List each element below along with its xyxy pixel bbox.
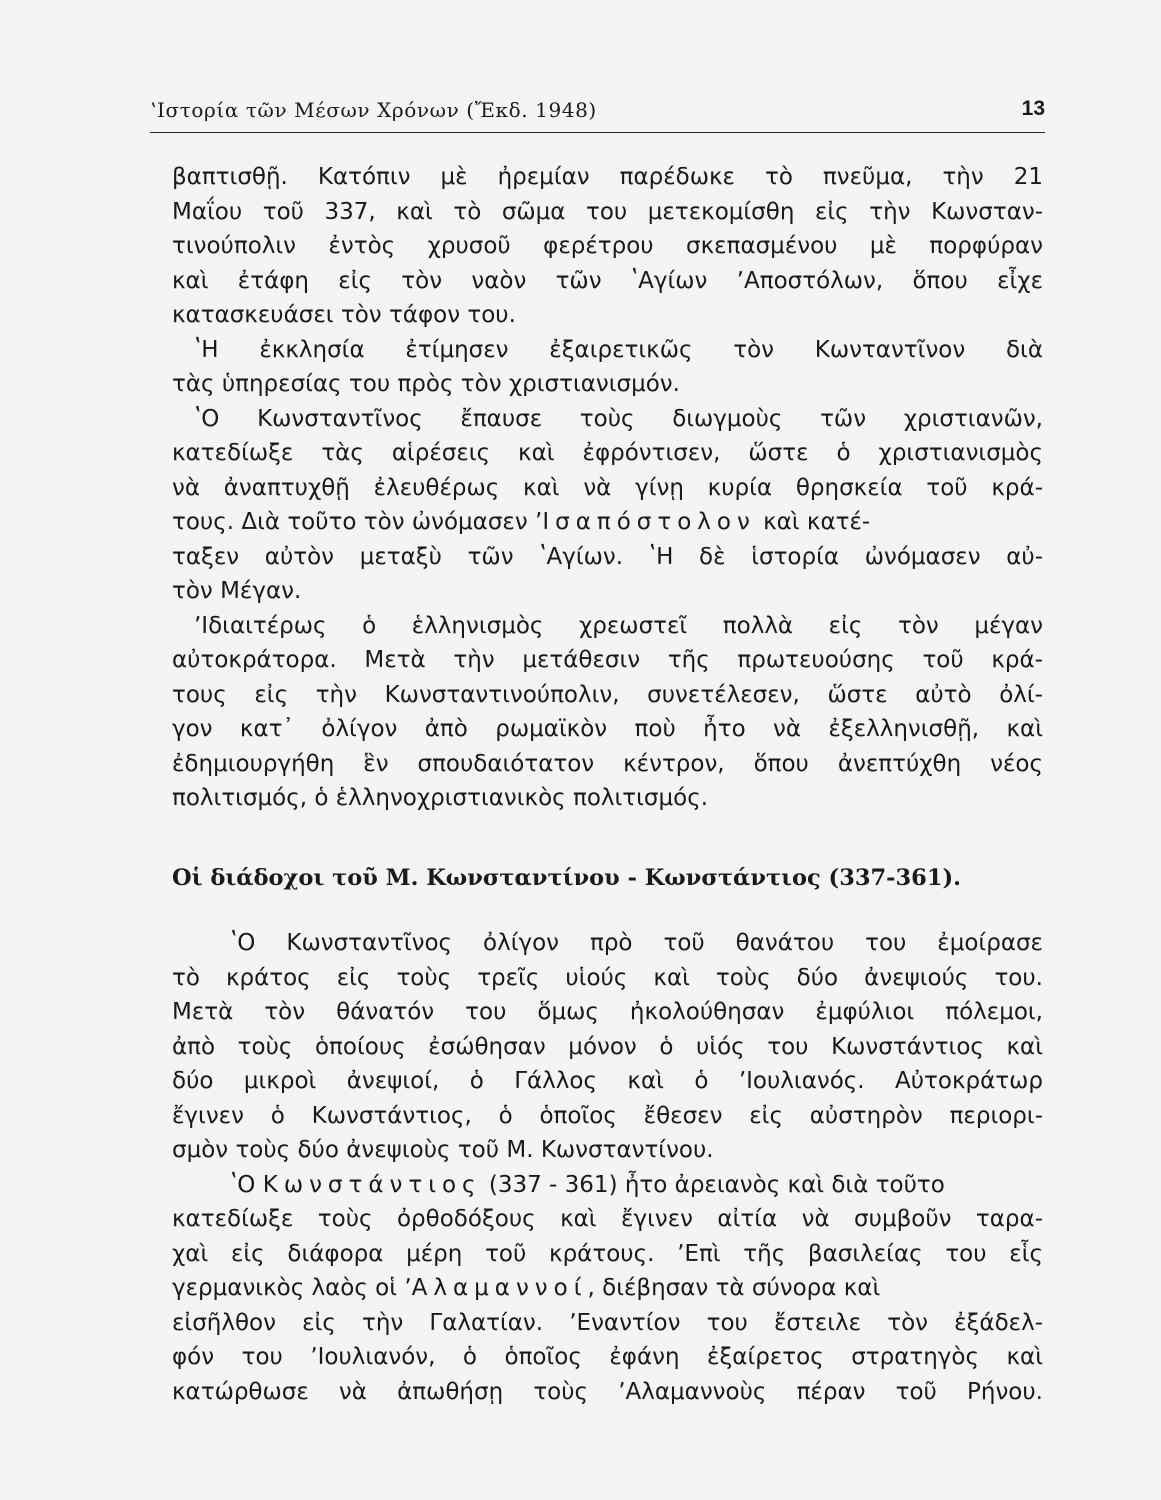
spaced-name: Κωνστάντιος	[262, 1171, 482, 1198]
text-line: εἰσῆλθον εἰς τὴν Γαλατίαν. ʼΕναντίον του ἔστειλε τὸν ἐξάδελ-	[172, 1309, 1043, 1336]
text-line: βαπτισθῇ. Κατόπιν μὲ ἠρεμίαν παρέδωκε τὸ πνεῦμα, τὴν 21	[172, 164, 1043, 190]
text-line: τινούπολιν ἐντὸς χρυσοῦ φερέτρου σκεπασμένου μὲ πορφύραν	[172, 233, 1043, 259]
text-line: δύο μικροὶ ἀνεψιοί, ὁ Γάλλος καὶ ὁ ʼΙουλιανός. Αὐτοκράτωρ	[172, 1068, 1043, 1094]
text-line: νὰ ἀναπτυχθῇ ἐλευθέρως καὶ νὰ γίνῃ κυρία θρησκεία τοῦ κρά-	[172, 474, 1043, 501]
text-line: ʽΗ ἐκκλησία ἐτίμησεν ἐξαιρετικῶς τὸν Κωνταντῖνον διὰ	[194, 336, 1043, 363]
text-fragment: καὶ κατέ-	[755, 509, 871, 535]
main-text-continued	[172, 926, 1043, 1409]
paragraph	[172, 333, 1043, 402]
text-line: ταξεν αὐτὸν μεταξὺ τῶν ʽΑγίων. ʽΗ δὲ ἱστορία ὠνόμασεν αὐ-	[172, 543, 1043, 570]
text-line: φόν του ʼΙουλιανόν, ὁ ὁποῖος ἐφάνη ἐξαίρετος στρατηγὸς καὶ	[172, 1344, 1043, 1370]
text-line: τὰς ὑπηρεσίας του πρὸς τὸν χριστιανισμόν.	[172, 371, 680, 397]
text-line: κατασκευάσει τὸν τάφον του.	[172, 302, 516, 328]
text-line: Μετὰ τὸν θάνατόν του ὅμως ἠκολούθησαν ἐμφύλιοι πόλεμοι,	[172, 999, 1043, 1025]
text-line: κατεδίωξε τοὺς ὀρθοδόξους καὶ ἔγινεν αἰτία νὰ συμβοῦν ταρα-	[172, 1206, 1043, 1232]
text-line: χαὶ εἰς διάφορα μέρη τοῦ κράτους. ʼΕπὶ τῆς βασιλείας του εἷς	[172, 1240, 1043, 1267]
paragraph	[172, 926, 1043, 1168]
text-line: ʽΟ Κωνσταντῖνος ὀλίγον πρὸ τοῦ θανάτου του ἐμοίρασε	[230, 930, 1043, 956]
text-line: ʼΙδιαιτέρως ὁ ἑλληνισμὸς χρεωστεῖ πολλὰ εἰς τὸν μέγαν	[194, 612, 1043, 639]
paragraph	[172, 160, 1043, 333]
text-line: ἐδημιουργήθη ἓν σπουδαιότατον κέντρον, ὅπου ἀνεπτύχθη νέος	[172, 750, 1043, 777]
text-line	[172, 1271, 1043, 1306]
paragraph	[172, 1168, 1043, 1410]
text-line: τους εἰς τὴν Κωνσταντινούπολιν, συνετέλεσεν, ὥστε αὐτὸ ὀλί-	[172, 681, 1043, 708]
running-title: ʽΙστορία τῶν Μέσων Χρόνων (Ἔκδ. 1948)	[150, 98, 597, 122]
text-fragment: , διέβησαν τὰ σύνορα καὶ	[587, 1275, 881, 1301]
text-line: τὸν Μέγαν.	[172, 578, 302, 604]
text-line: ἔγινεν ὁ Κωνστάντιος, ὁ ὁποῖος ἔθεσεν εἰς αὐστηρὸν περιορι-	[172, 1102, 1043, 1129]
text-fragment: γερμανικὸς λαὸς οἱ ʼ	[172, 1275, 412, 1301]
main-text	[172, 160, 1043, 816]
text-line: τὸ κράτος εἰς τοὺς τρεῖς υἱούς καὶ τοὺς δύο ἀνεψιούς του.	[172, 964, 1043, 991]
text-line: γον κατ᾽ ὀλίγον ἀπὸ ρωμαϊκὸν ποὺ ἦτο νὰ ἐξελληνισθῇ, καὶ	[172, 716, 1043, 742]
text-line: κατεδίωξε τὰς αἱρέσεις καὶ ἐφρόντισεν, ὥστε ὁ χριστιανισμὸς	[172, 440, 1043, 466]
text-line: πολιτισμός, ὁ ἑλληνοχριστιανικὸς πολιτισμός.	[172, 785, 709, 811]
text-line: ʽΟ Κωνσταντῖνος ἔπαυσε τοὺς διωγμοὺς τῶν χριστιανῶν,	[194, 405, 1043, 432]
text-line	[172, 1168, 1043, 1203]
text-fragment: τους. Διὰ τοῦτο τὸν ὠνόμασεν ʼ	[172, 509, 543, 535]
spaced-name: Ισαπόστολον	[542, 509, 756, 535]
text-line: σμὸν τοὺς δύο ἀνεψιοὺς τοῦ Μ. Κωνσταντίνου.	[172, 1137, 714, 1163]
section-heading: Οἱ διάδοχοι τοῦ Μ. Κωνσταντίνου - Κωνστάντιος (337-361).	[172, 865, 961, 891]
text-line: Μαΐου τοῦ 337, καὶ τὸ σῶμα του μετεκομίσθη εἰς τὴν Κωνσταν-	[172, 198, 1043, 225]
text-fragment: ʽΟ	[230, 1171, 263, 1198]
page-number: 13	[1021, 97, 1045, 120]
text-line: ἀπὸ τοὺς ὁποίους ἐσώθησαν μόνον ὁ υἱός του Κωνστάντιος καὶ	[172, 1033, 1043, 1060]
spaced-name: Αλαμαννοί	[411, 1275, 588, 1301]
text-line: αὐτοκράτορα. Μετὰ τὴν μετάθεσιν τῆς πρωτευούσης τοῦ κρά-	[172, 647, 1043, 673]
text-line	[172, 505, 1043, 540]
text-line: καὶ ἐτάφη εἰς τὸν ναὸν τῶν ʽΑγίων ʼΑποστόλων, ὅπου εἶχε	[172, 267, 1043, 294]
text-fragment: (337 - 361) ἦτο ἀρειανὸς καὶ διὰ τοῦτο	[481, 1171, 945, 1198]
text-line: κατώρθωσε νὰ ἀπωθήσῃ τοὺς ʼΑλαμαννοὺς πέραν τοῦ Ρήνου.	[172, 1378, 1043, 1405]
page-header	[150, 96, 1045, 133]
paragraph	[172, 402, 1043, 609]
paragraph	[172, 609, 1043, 816]
